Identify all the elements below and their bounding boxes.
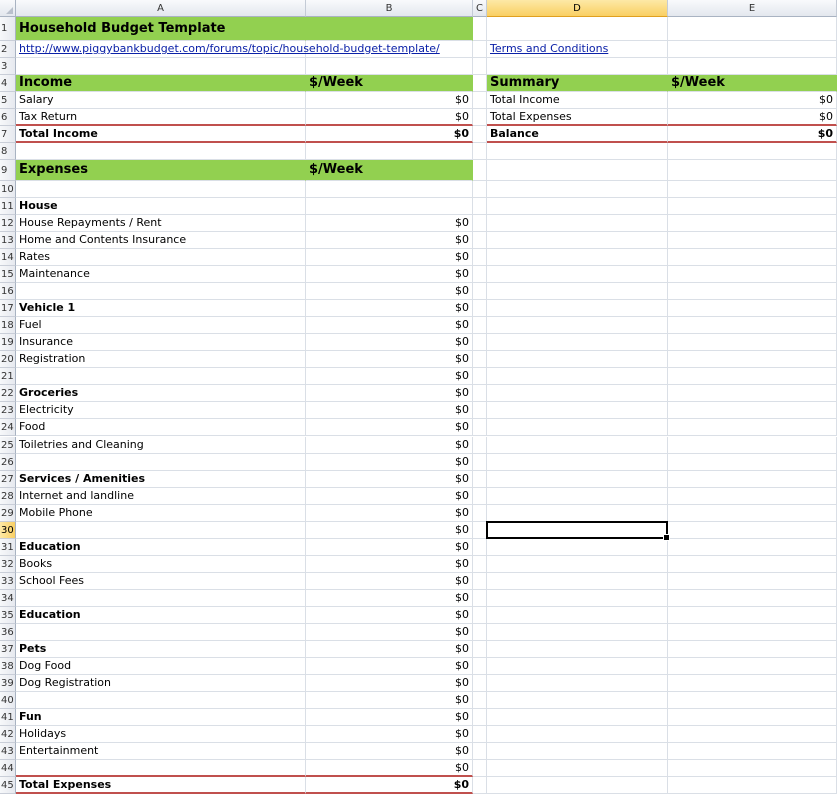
cell-d39[interactable] <box>487 675 668 692</box>
cell-e4[interactable]: $/Week <box>668 75 837 92</box>
cell-e36[interactable] <box>668 624 837 641</box>
cell-d1[interactable] <box>487 17 668 41</box>
cell-c3[interactable] <box>473 58 487 75</box>
cell-c26[interactable] <box>473 454 487 471</box>
cell-a10[interactable] <box>16 181 306 198</box>
cell-b16[interactable]: $0 <box>306 283 473 300</box>
cell-c34[interactable] <box>473 590 487 607</box>
cell-e8[interactable] <box>668 143 837 160</box>
cell-a13[interactable]: Home and Contents Insurance <box>16 232 306 249</box>
cell-e38[interactable] <box>668 658 837 675</box>
cell-b10[interactable] <box>306 181 473 198</box>
cell-b20[interactable]: $0 <box>306 351 473 368</box>
cell-e12[interactable] <box>668 215 837 232</box>
cell-c37[interactable] <box>473 641 487 658</box>
cell-b38[interactable]: $0 <box>306 658 473 675</box>
cell-a22[interactable]: Groceries <box>16 385 306 402</box>
cell-d8[interactable] <box>487 143 668 160</box>
cell-b36[interactable]: $0 <box>306 624 473 641</box>
row-header-10[interactable]: 10 <box>0 181 16 198</box>
cell-a3[interactable] <box>16 58 306 75</box>
cell-e41[interactable] <box>668 709 837 726</box>
cell-e26[interactable] <box>668 454 837 471</box>
row-header-37[interactable]: 37 <box>0 641 16 658</box>
cell-d44[interactable] <box>487 760 668 777</box>
cell-a20[interactable]: Registration <box>16 351 306 368</box>
cell-e28[interactable] <box>668 488 837 505</box>
row-header-33[interactable]: 33 <box>0 573 16 590</box>
cell-e42[interactable] <box>668 726 837 743</box>
cell-c24[interactable] <box>473 419 487 436</box>
cell-d12[interactable] <box>487 215 668 232</box>
cell-b26[interactable]: $0 <box>306 454 473 471</box>
cell-d11[interactable] <box>487 198 668 215</box>
cell-e39[interactable] <box>668 675 837 692</box>
cell-a6[interactable]: Tax Return <box>16 109 306 126</box>
cell-a12[interactable]: House Repayments / Rent <box>16 215 306 232</box>
cell-d17[interactable] <box>487 300 668 317</box>
row-header-39[interactable]: 39 <box>0 675 16 692</box>
cell-a18[interactable]: Fuel <box>16 317 306 334</box>
cell-c23[interactable] <box>473 402 487 419</box>
cell-c21[interactable] <box>473 368 487 385</box>
cell-c28[interactable] <box>473 488 487 505</box>
cell-c18[interactable] <box>473 317 487 334</box>
cell-c31[interactable] <box>473 539 487 556</box>
cell-e33[interactable] <box>668 573 837 590</box>
cell-d26[interactable] <box>487 454 668 471</box>
cell-b40[interactable]: $0 <box>306 692 473 709</box>
row-header-21[interactable]: 21 <box>0 368 16 385</box>
cell-d14[interactable] <box>487 249 668 266</box>
cell-c22[interactable] <box>473 385 487 402</box>
row-header-28[interactable]: 28 <box>0 488 16 505</box>
cell-e9[interactable] <box>668 160 837 181</box>
cell-a17[interactable]: Vehicle 1 <box>16 300 306 317</box>
cell-d4[interactable]: Summary <box>487 75 668 92</box>
cell-a23[interactable]: Electricity <box>16 402 306 419</box>
cell-e34[interactable] <box>668 590 837 607</box>
cell-e40[interactable] <box>668 692 837 709</box>
cell-c15[interactable] <box>473 266 487 283</box>
cell-d32[interactable] <box>487 556 668 573</box>
column-header-c[interactable]: C <box>473 0 487 17</box>
cell-d30[interactable] <box>487 522 668 539</box>
cell-e14[interactable] <box>668 249 837 266</box>
cell-d40[interactable] <box>487 692 668 709</box>
row-header-13[interactable]: 13 <box>0 232 16 249</box>
cell-d24[interactable] <box>487 419 668 436</box>
cell-c2[interactable] <box>473 41 487 58</box>
row-header-26[interactable]: 26 <box>0 454 16 471</box>
cell-b18[interactable]: $0 <box>306 317 473 334</box>
cell-c9[interactable] <box>473 160 487 181</box>
cell-c39[interactable] <box>473 675 487 692</box>
cell-d42[interactable] <box>487 726 668 743</box>
cell-a44[interactable] <box>16 760 306 777</box>
cell-b28[interactable]: $0 <box>306 488 473 505</box>
cell-e15[interactable] <box>668 266 837 283</box>
cell-b14[interactable]: $0 <box>306 249 473 266</box>
cell-e2[interactable] <box>668 41 837 58</box>
row-header-19[interactable]: 19 <box>0 334 16 351</box>
cell-d29[interactable] <box>487 505 668 522</box>
cell-e13[interactable] <box>668 232 837 249</box>
cell-a21[interactable] <box>16 368 306 385</box>
cell-a26[interactable] <box>16 454 306 471</box>
cell-b2[interactable] <box>306 41 473 58</box>
cell-d35[interactable] <box>487 607 668 624</box>
row-header-34[interactable]: 34 <box>0 590 16 607</box>
cell-c40[interactable] <box>473 692 487 709</box>
cell-b1[interactable] <box>306 17 473 41</box>
cell-e18[interactable] <box>668 317 837 334</box>
cell-c35[interactable] <box>473 607 487 624</box>
row-header-27[interactable]: 27 <box>0 471 16 488</box>
cell-c43[interactable] <box>473 743 487 760</box>
cell-c14[interactable] <box>473 249 487 266</box>
cell-c10[interactable] <box>473 181 487 198</box>
cell-a19[interactable]: Insurance <box>16 334 306 351</box>
cell-a30[interactable] <box>16 522 306 539</box>
cell-d6[interactable]: Total Expenses <box>487 109 668 126</box>
row-header-20[interactable]: 20 <box>0 351 16 368</box>
column-header-a[interactable]: A <box>16 0 306 17</box>
cell-e43[interactable] <box>668 743 837 760</box>
cell-a7[interactable]: Total Income <box>16 126 306 143</box>
cell-d9[interactable] <box>487 160 668 181</box>
cell-d33[interactable] <box>487 573 668 590</box>
row-header-24[interactable]: 24 <box>0 419 16 436</box>
cell-d20[interactable] <box>487 351 668 368</box>
cell-d18[interactable] <box>487 317 668 334</box>
cell-a34[interactable] <box>16 590 306 607</box>
cell-e3[interactable] <box>668 58 837 75</box>
cell-a16[interactable] <box>16 283 306 300</box>
cell-e30[interactable] <box>668 522 837 539</box>
row-header-4[interactable]: 4 <box>0 75 16 92</box>
cell-a4[interactable]: Income <box>16 75 306 92</box>
row-header-12[interactable]: 12 <box>0 215 16 232</box>
cell-c8[interactable] <box>473 143 487 160</box>
cell-a25[interactable]: Toiletries and Cleaning <box>16 437 306 454</box>
cell-e25[interactable] <box>668 437 837 454</box>
cell-b45[interactable]: $0 <box>306 777 473 794</box>
cell-a24[interactable]: Food <box>16 419 306 436</box>
row-header-7[interactable]: 7 <box>0 126 16 143</box>
cell-b34[interactable]: $0 <box>306 590 473 607</box>
cell-c7[interactable] <box>473 126 487 143</box>
row-header-45[interactable]: 45 <box>0 777 16 794</box>
cell-b42[interactable]: $0 <box>306 726 473 743</box>
cell-a9[interactable]: Expenses <box>16 160 306 181</box>
cell-d3[interactable] <box>487 58 668 75</box>
cell-a27[interactable]: Services / Amenities <box>16 471 306 488</box>
cell-e16[interactable] <box>668 283 837 300</box>
row-header-38[interactable]: 38 <box>0 658 16 675</box>
row-header-2[interactable]: 2 <box>0 41 16 58</box>
cell-e1[interactable] <box>668 17 837 41</box>
cell-b6[interactable]: $0 <box>306 109 473 126</box>
cell-e44[interactable] <box>668 760 837 777</box>
cell-e29[interactable] <box>668 505 837 522</box>
row-header-35[interactable]: 35 <box>0 607 16 624</box>
cell-b35[interactable]: $0 <box>306 607 473 624</box>
cell-a1[interactable]: Household Budget Template <box>16 17 306 41</box>
cell-a39[interactable]: Dog Registration <box>16 675 306 692</box>
cell-a33[interactable]: School Fees <box>16 573 306 590</box>
cell-d43[interactable] <box>487 743 668 760</box>
cell-e31[interactable] <box>668 539 837 556</box>
cell-c44[interactable] <box>473 760 487 777</box>
cell-b30[interactable]: $0 <box>306 522 473 539</box>
cell-b4[interactable]: $/Week <box>306 75 473 92</box>
cell-e7[interactable]: $0 <box>668 126 837 143</box>
cell-b7[interactable]: $0 <box>306 126 473 143</box>
cell-b32[interactable]: $0 <box>306 556 473 573</box>
cell-d10[interactable] <box>487 181 668 198</box>
cell-c29[interactable] <box>473 505 487 522</box>
cell-b31[interactable]: $0 <box>306 539 473 556</box>
row-header-3[interactable]: 3 <box>0 58 16 75</box>
cell-b37[interactable]: $0 <box>306 641 473 658</box>
cell-a29[interactable]: Mobile Phone <box>16 505 306 522</box>
cell-c16[interactable] <box>473 283 487 300</box>
cell-b5[interactable]: $0 <box>306 92 473 109</box>
cell-a35[interactable]: Education <box>16 607 306 624</box>
row-header-11[interactable]: 11 <box>0 198 16 215</box>
cell-d16[interactable] <box>487 283 668 300</box>
cell-a8[interactable] <box>16 143 306 160</box>
cell-e17[interactable] <box>668 300 837 317</box>
cell-a36[interactable] <box>16 624 306 641</box>
cell-b23[interactable]: $0 <box>306 402 473 419</box>
column-header-d[interactable]: D <box>487 0 668 17</box>
cell-a5[interactable]: Salary <box>16 92 306 109</box>
cell-a11[interactable]: House <box>16 198 306 215</box>
column-header-b[interactable]: B <box>306 0 473 17</box>
cell-a41[interactable]: Fun <box>16 709 306 726</box>
cell-e24[interactable] <box>668 419 837 436</box>
cell-b24[interactable]: $0 <box>306 419 473 436</box>
cell-c12[interactable] <box>473 215 487 232</box>
cell-a2[interactable]: http://www.piggybankbudget.com/forums/topic/household-budget-template/ <box>16 41 306 58</box>
cell-c38[interactable] <box>473 658 487 675</box>
cell-c25[interactable] <box>473 437 487 454</box>
cell-c13[interactable] <box>473 232 487 249</box>
row-header-1[interactable]: 1 <box>0 17 16 41</box>
row-header-14[interactable]: 14 <box>0 249 16 266</box>
cell-b27[interactable]: $0 <box>306 471 473 488</box>
row-header-25[interactable]: 25 <box>0 437 16 454</box>
cell-e27[interactable] <box>668 471 837 488</box>
cell-b8[interactable] <box>306 143 473 160</box>
cell-d41[interactable] <box>487 709 668 726</box>
cell-b13[interactable]: $0 <box>306 232 473 249</box>
cell-d25[interactable] <box>487 437 668 454</box>
cell-b19[interactable]: $0 <box>306 334 473 351</box>
cell-b11[interactable] <box>306 198 473 215</box>
cell-d21[interactable] <box>487 368 668 385</box>
cell-b22[interactable]: $0 <box>306 385 473 402</box>
row-header-36[interactable]: 36 <box>0 624 16 641</box>
cell-b33[interactable]: $0 <box>306 573 473 590</box>
cell-b43[interactable]: $0 <box>306 743 473 760</box>
row-header-41[interactable]: 41 <box>0 709 16 726</box>
cell-e32[interactable] <box>668 556 837 573</box>
cell-b3[interactable] <box>306 58 473 75</box>
cell-c5[interactable] <box>473 92 487 109</box>
row-header-32[interactable]: 32 <box>0 556 16 573</box>
row-header-5[interactable]: 5 <box>0 92 16 109</box>
cell-e6[interactable]: $0 <box>668 109 837 126</box>
cell-a28[interactable]: Internet and landline <box>16 488 306 505</box>
cell-e45[interactable] <box>668 777 837 794</box>
row-header-6[interactable]: 6 <box>0 109 16 126</box>
cell-a15[interactable]: Maintenance <box>16 266 306 283</box>
row-header-44[interactable]: 44 <box>0 760 16 777</box>
cell-c11[interactable] <box>473 198 487 215</box>
row-header-17[interactable]: 17 <box>0 300 16 317</box>
cell-d19[interactable] <box>487 334 668 351</box>
cell-a32[interactable]: Books <box>16 556 306 573</box>
cell-c33[interactable] <box>473 573 487 590</box>
cell-d45[interactable] <box>487 777 668 794</box>
row-header-18[interactable]: 18 <box>0 317 16 334</box>
cell-b44[interactable]: $0 <box>306 760 473 777</box>
row-header-29[interactable]: 29 <box>0 505 16 522</box>
cell-c32[interactable] <box>473 556 487 573</box>
cell-a43[interactable]: Entertainment <box>16 743 306 760</box>
row-header-15[interactable]: 15 <box>0 266 16 283</box>
row-header-9[interactable]: 9 <box>0 160 16 181</box>
cell-a14[interactable]: Rates <box>16 249 306 266</box>
cell-d23[interactable] <box>487 402 668 419</box>
cell-c45[interactable] <box>473 777 487 794</box>
row-header-42[interactable]: 42 <box>0 726 16 743</box>
cell-b9[interactable]: $/Week <box>306 160 473 181</box>
cell-c41[interactable] <box>473 709 487 726</box>
cell-a31[interactable]: Education <box>16 539 306 556</box>
row-header-8[interactable]: 8 <box>0 143 16 160</box>
cell-b12[interactable]: $0 <box>306 215 473 232</box>
cell-c4[interactable] <box>473 75 487 92</box>
cell-d13[interactable] <box>487 232 668 249</box>
cell-c6[interactable] <box>473 109 487 126</box>
cell-b21[interactable]: $0 <box>306 368 473 385</box>
cell-e11[interactable] <box>668 198 837 215</box>
cell-c42[interactable] <box>473 726 487 743</box>
cell-b25[interactable]: $0 <box>306 437 473 454</box>
cell-e5[interactable]: $0 <box>668 92 837 109</box>
cell-c20[interactable] <box>473 351 487 368</box>
cell-b29[interactable]: $0 <box>306 505 473 522</box>
cell-a38[interactable]: Dog Food <box>16 658 306 675</box>
cell-c30[interactable] <box>473 522 487 539</box>
cell-c27[interactable] <box>473 471 487 488</box>
row-header-40[interactable]: 40 <box>0 692 16 709</box>
cell-d5[interactable]: Total Income <box>487 92 668 109</box>
cell-e20[interactable] <box>668 351 837 368</box>
cell-e19[interactable] <box>668 334 837 351</box>
row-header-31[interactable]: 31 <box>0 539 16 556</box>
cell-c36[interactable] <box>473 624 487 641</box>
cell-b17[interactable]: $0 <box>306 300 473 317</box>
column-header-e[interactable]: E <box>668 0 837 17</box>
cell-a42[interactable]: Holidays <box>16 726 306 743</box>
cell-e10[interactable] <box>668 181 837 198</box>
cell-d7[interactable]: Balance <box>487 126 668 143</box>
cell-a40[interactable] <box>16 692 306 709</box>
cell-d22[interactable] <box>487 385 668 402</box>
cell-d31[interactable] <box>487 539 668 556</box>
row-header-43[interactable]: 43 <box>0 743 16 760</box>
cell-e22[interactable] <box>668 385 837 402</box>
cell-d2[interactable]: Terms and Conditions <box>487 41 668 58</box>
cell-d27[interactable] <box>487 471 668 488</box>
row-header-16[interactable]: 16 <box>0 283 16 300</box>
cell-a37[interactable]: Pets <box>16 641 306 658</box>
cell-b41[interactable]: $0 <box>306 709 473 726</box>
cell-b15[interactable]: $0 <box>306 266 473 283</box>
cell-b39[interactable]: $0 <box>306 675 473 692</box>
cell-a45[interactable]: Total Expenses <box>16 777 306 794</box>
cell-c1[interactable] <box>473 17 487 41</box>
select-all-corner[interactable] <box>0 0 16 17</box>
cell-e21[interactable] <box>668 368 837 385</box>
row-header-23[interactable]: 23 <box>0 402 16 419</box>
cell-d37[interactable] <box>487 641 668 658</box>
cell-d34[interactable] <box>487 590 668 607</box>
cell-d15[interactable] <box>487 266 668 283</box>
cell-c19[interactable] <box>473 334 487 351</box>
cell-c17[interactable] <box>473 300 487 317</box>
cell-d36[interactable] <box>487 624 668 641</box>
cell-d38[interactable] <box>487 658 668 675</box>
cell-e37[interactable] <box>668 641 837 658</box>
cell-e23[interactable] <box>668 402 837 419</box>
row-header-30[interactable]: 30 <box>0 522 16 539</box>
cell-e35[interactable] <box>668 607 837 624</box>
row-header-22[interactable]: 22 <box>0 385 16 402</box>
cell-d28[interactable] <box>487 488 668 505</box>
